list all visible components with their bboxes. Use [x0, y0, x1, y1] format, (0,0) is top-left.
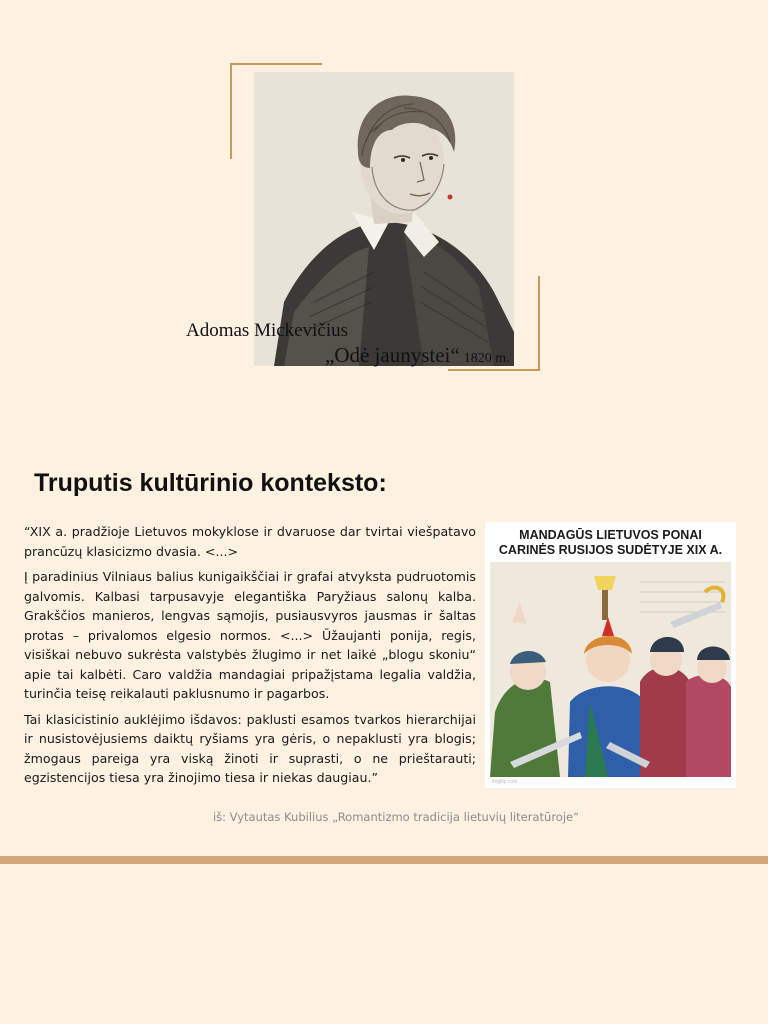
section-title: Truputis kultūrinio konteksto:	[34, 469, 387, 497]
quote-paragraph: “XIX a. pradžioje Lietuvos mokyklose ir dvaruose dar tvirtai viešpatavo prancūzų klasicizmo dvasia. <...>	[24, 524, 476, 559]
quote-text	[24, 522, 476, 794]
work-year: 1820 m.	[463, 351, 510, 366]
meme-illustration	[485, 522, 736, 788]
quote-paragraph: Tai klasicistinio auklėjimo išdavos: paklusti esamos tvarkos hierarchijai ir nusistovėjusiems daiktų ryšiams yra gėris, o nepaklusti yra blogis; žmogaus pareiga yra viską žinoti ir suprasti, o ne prieštarauti; egzistencijos tiesa yra žinojimo tiesa ir niekas daugiau.”	[24, 711, 476, 785]
illustration-title-line: CARINĖS RUSIJOS SUDĖTYJE XIX A.	[498, 543, 723, 557]
medieval-scene-image	[490, 562, 731, 777]
illustration-watermark: imgflip.com	[492, 779, 518, 785]
illustration-title-line: MANDAGŪS LIETUVOS PONAI	[519, 528, 702, 542]
portrait-caption-work	[325, 343, 510, 368]
portrait-caption-name: Adomas Mickevičius	[186, 320, 349, 341]
quote-source: iš: Vytautas Kubilius „Romantizmo tradicija lietuvių literatūroje“	[212, 810, 580, 824]
work-title: „Odė jaunystei“	[325, 343, 460, 367]
illustration-title	[485, 528, 736, 558]
quote-paragraph: Į paradinius Vilniaus balius kunigaikščiai ir grafai atvyksta pudruotomis galvomis. Kalbasi tarpusavyje elegantiška Paryžiaus salonų kalba. Grakščios manieros, lengvas sąmojis, pusiausvyros jausmas ir šaltas protas – privalomos elgesio normos. <...> Ūžaujanti ponija, regis, visiškai nebuvo sukrėsta valstybės žlugimo ir net laikė „blogu skoniu“ apie tai kalbėti. Caro valdžia mandagiai pripažįstama legalia valdžia, turinčia teisę reikalauti paklusnumo ir pagarbos.	[24, 569, 476, 701]
section-divider	[0, 856, 768, 864]
